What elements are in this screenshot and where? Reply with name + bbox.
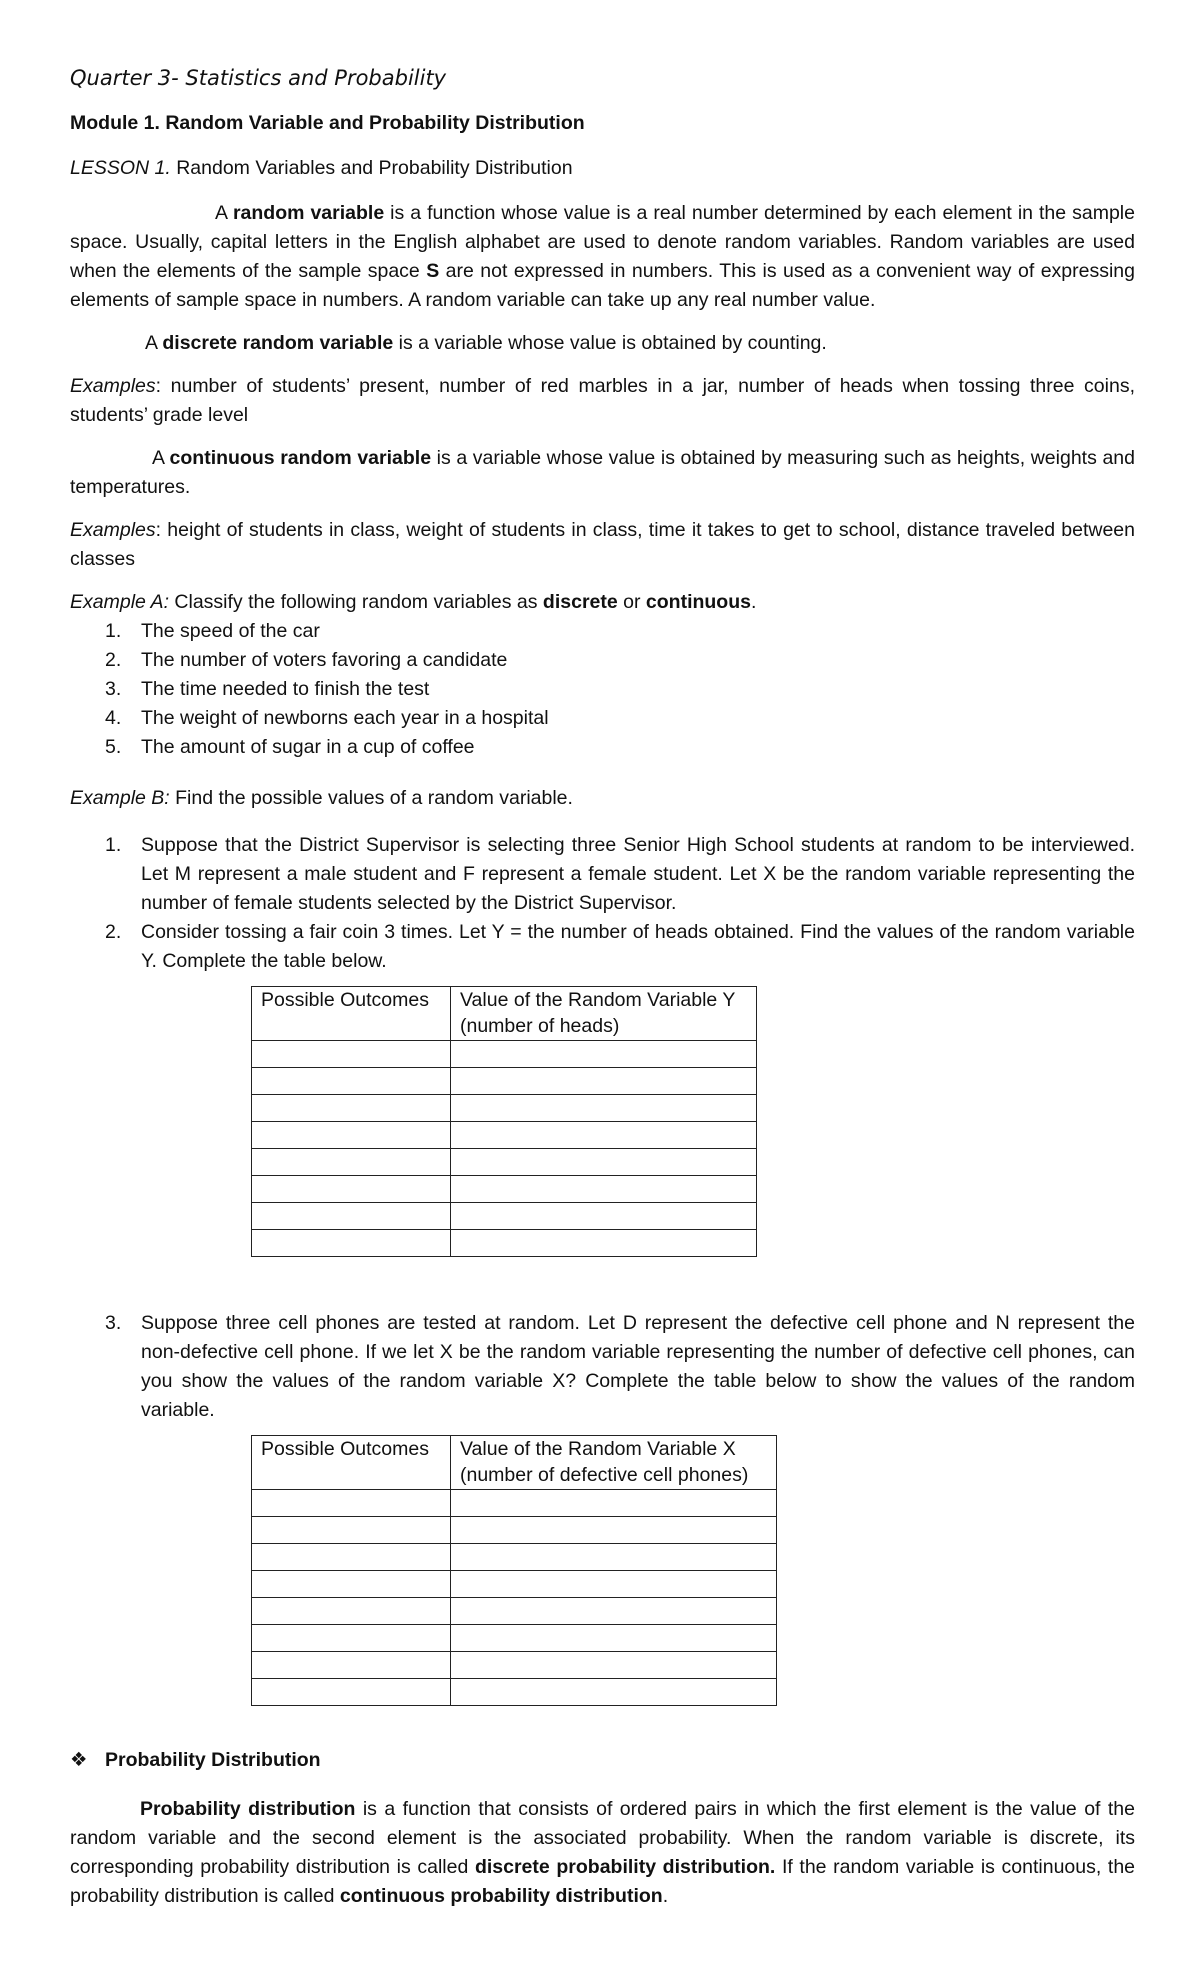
text: . (750, 591, 757, 613)
cell-phone-table (251, 1435, 777, 1706)
list-number: 2. (105, 921, 122, 943)
list-text: The amount of sugar in a cup of coffee (141, 736, 475, 758)
probability-distribution-paragraph (70, 1795, 1135, 1911)
answer-cell[interactable] (451, 1490, 777, 1517)
example-b-list (70, 831, 1135, 976)
discrete-definition (70, 329, 1135, 358)
answer-cell[interactable] (252, 1230, 451, 1257)
table-row (252, 1490, 777, 1517)
document-page (70, 64, 1135, 1925)
answer-cell[interactable] (451, 1652, 777, 1679)
continuous-examples (70, 516, 1135, 574)
text: is a variable whose value is obtained by measuring such as heights, weights and temperatures. (70, 447, 1135, 498)
text: : height of students in class, weight of students in class, time it takes to get to school, distance traveled between classes (70, 519, 1135, 570)
discrete-word: discrete (542, 591, 618, 613)
table-header-row (252, 987, 757, 1041)
text: Find the possible values of a random variable. (169, 787, 573, 809)
table-row (252, 1625, 777, 1652)
random-variable-paragraph (70, 199, 1135, 315)
answer-cell[interactable] (252, 1176, 451, 1203)
list-number: 2. (105, 649, 122, 671)
discrete-examples (70, 372, 1135, 430)
list-item (70, 704, 1135, 733)
answer-cell[interactable] (252, 1544, 451, 1571)
table-row (252, 1230, 757, 1257)
text: If the random variable is continuous, the probability distribution is called (70, 1856, 1136, 1907)
table-header-cell: Possible Outcomes (252, 1436, 451, 1490)
answer-cell[interactable] (252, 1041, 451, 1068)
answer-cell[interactable] (252, 1679, 451, 1706)
table-header-cell (451, 987, 757, 1041)
answer-cell[interactable] (252, 1490, 451, 1517)
answer-cell[interactable] (451, 1149, 757, 1176)
text: A (152, 447, 170, 469)
list-item (70, 918, 1135, 976)
table-row (252, 1652, 777, 1679)
heading-text: Probability Distribution (105, 1749, 321, 1771)
answer-cell[interactable] (451, 1041, 757, 1068)
quarter-title: Quarter 3- Statistics and Probability (70, 66, 447, 90)
examples-label: Examples (70, 375, 156, 397)
table-header-row (252, 1436, 777, 1490)
text: . (662, 1885, 669, 1907)
continuous-definition (70, 444, 1135, 502)
example-b-list-continued (70, 1309, 1135, 1425)
text: is a function whose value is a real number determined by each element in the sample space. Usually, capital letters in the English alphabet are used to denote random variables. Random variables are used when the elements of the sample space (70, 202, 1135, 282)
table-row (252, 1122, 757, 1149)
answer-cell[interactable] (252, 1122, 451, 1149)
answer-cell[interactable] (451, 1068, 757, 1095)
text: are not expressed in numbers. This is used as a convenient way of expressing elements of sample space in numbers. A random variable can take up any real number value. (70, 260, 1135, 311)
answer-cell[interactable] (451, 1122, 757, 1149)
text: or (617, 591, 646, 613)
list-item (70, 617, 1135, 646)
answer-cell[interactable] (451, 1544, 777, 1571)
probability-distribution-term: Probability distribution (140, 1798, 356, 1820)
answer-cell[interactable] (252, 1149, 451, 1176)
sample-space-symbol: S (426, 260, 440, 282)
table-row (252, 1571, 777, 1598)
answer-cell[interactable] (451, 1203, 757, 1230)
answer-cell[interactable] (252, 1652, 451, 1679)
table-row (252, 1176, 757, 1203)
text: is a variable whose value is obtained by counting. (393, 332, 827, 354)
table-row (252, 1095, 757, 1122)
header-line: (number of heads) (460, 1015, 620, 1037)
list-text: Suppose that the District Supervisor is selecting three Senior High School students at random to be interviewed. Let M represent a male student and F represent a female student. Let X be the random variable representing the number of female students selected by the District Supervisor. (141, 834, 1135, 914)
table-row (252, 1598, 777, 1625)
list-text: The number of voters favoring a candidate (141, 649, 508, 671)
diamond-bullet-icon: ❖ (70, 1749, 88, 1771)
list-item (70, 646, 1135, 675)
example-a-label: Example A: (70, 591, 169, 613)
list-number: 5. (105, 736, 122, 758)
table-row (252, 1149, 757, 1176)
list-text: The weight of newborns each year in a hospital (141, 707, 549, 729)
list-number: 1. (105, 834, 122, 856)
answer-cell[interactable] (451, 1176, 757, 1203)
header-line: Value of the Random Variable Y (460, 989, 736, 1011)
answer-cell[interactable] (451, 1679, 777, 1706)
lesson-text: Random Variables and Probability Distribution (170, 157, 573, 179)
list-number: 4. (105, 707, 122, 729)
list-text: The time needed to finish the test (141, 678, 430, 700)
answer-cell[interactable] (252, 1203, 451, 1230)
continuous-term: continuous random variable (169, 447, 432, 469)
answer-cell[interactable] (252, 1625, 451, 1652)
list-item (70, 1309, 1135, 1425)
list-text: Consider tossing a fair coin 3 times. Let Y = the number of heads obtained. Find the values of the random variable Y. Complete the table below. (141, 921, 1135, 972)
text: is a function that consists of ordered pairs in which the first element is the value of the random variable and the second element is the associated probability. When the random variable is discrete, its corresponding probability distribution is called (70, 1798, 1135, 1878)
answer-cell[interactable] (252, 1095, 451, 1122)
discrete-term: discrete random variable (162, 332, 394, 354)
example-a-list (70, 617, 1135, 762)
text: Classify the following random variables as (169, 591, 543, 613)
table-row (252, 1203, 757, 1230)
continuous-word: continuous (645, 591, 751, 613)
random-variable-term: random variable (232, 202, 385, 224)
list-number: 3. (105, 1312, 122, 1334)
answer-cell[interactable] (252, 1571, 451, 1598)
example-a-heading (70, 588, 1135, 617)
table-row (252, 1068, 757, 1095)
list-text: The speed of the car (141, 620, 320, 642)
list-number: 3. (105, 678, 122, 700)
list-item (70, 733, 1135, 762)
table-row (252, 1517, 777, 1544)
answer-cell[interactable] (451, 1517, 777, 1544)
text: : number of students’ present, number of red marbles in a jar, number of heads when tossing three coins, students’ grade level (70, 375, 1135, 426)
answer-cell[interactable] (451, 1095, 757, 1122)
coin-toss-table (251, 986, 757, 1257)
table-row (252, 1544, 777, 1571)
text: A (215, 202, 233, 224)
answer-cell[interactable] (252, 1598, 451, 1625)
module-title: Module 1. Random Variable and Probability Distribution (70, 112, 585, 134)
lesson-title (70, 154, 1135, 183)
answer-cell[interactable] (252, 1517, 451, 1544)
discrete-pd-term: discrete probability distribution. (474, 1856, 776, 1878)
answer-cell[interactable] (252, 1068, 451, 1095)
answer-cell[interactable] (451, 1571, 777, 1598)
probability-distribution-heading (70, 1746, 1135, 1775)
text: A (145, 332, 163, 354)
list-number: 1. (105, 620, 122, 642)
list-text: Suppose three cell phones are tested at random. Let D represent the defective cell phone and N represent the non-defective cell phone. If we let X be the random variable representing the number of defective cell phones, can you show the values of the random variable X? Complete the table below to show the values of the random variable. (141, 1312, 1135, 1421)
example-b-heading (70, 784, 1135, 813)
table-header-cell (451, 1436, 777, 1490)
continuous-pd-term: continuous probability distribution (339, 1885, 663, 1907)
examples-label: Examples (70, 519, 156, 541)
header-line: Value of the Random Variable X (460, 1438, 736, 1460)
answer-cell[interactable] (451, 1598, 777, 1625)
answer-cell[interactable] (451, 1230, 757, 1257)
example-b-label: Example B: (70, 787, 170, 809)
table-row (252, 1041, 757, 1068)
table-header-cell: Possible Outcomes (252, 987, 451, 1041)
list-item (70, 675, 1135, 704)
lesson-label: LESSON 1. (70, 157, 171, 179)
answer-cell[interactable] (451, 1625, 777, 1652)
table-row (252, 1679, 777, 1706)
list-item (70, 831, 1135, 918)
header-line: (number of defective cell phones) (460, 1464, 749, 1486)
